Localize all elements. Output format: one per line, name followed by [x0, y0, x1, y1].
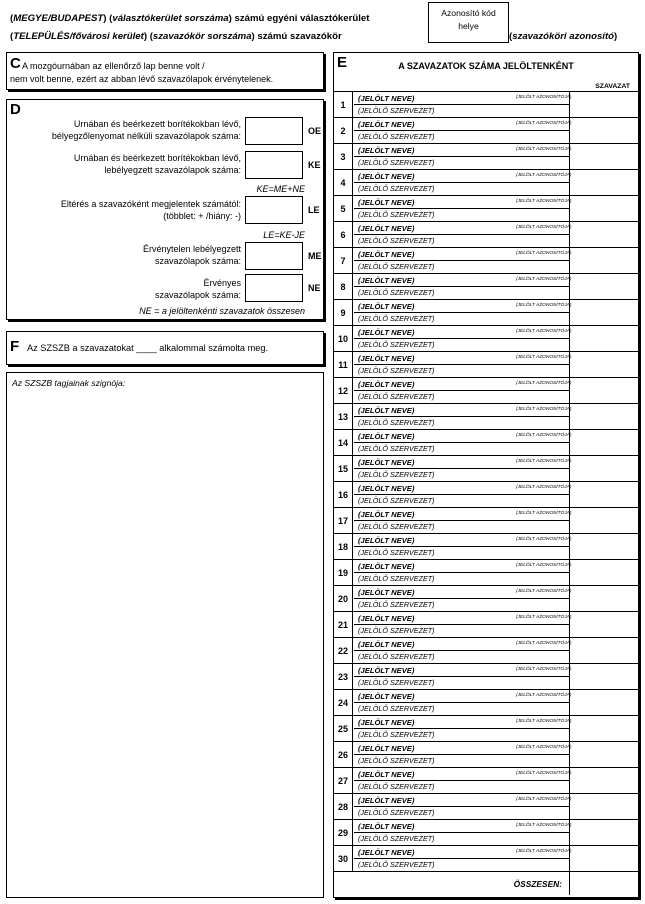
nominating-org[interactable]: (JELÖLŐ SZERVEZET): [358, 626, 435, 635]
row-divider: [354, 780, 570, 781]
candidate-row: [334, 247, 638, 273]
candidate-name[interactable]: (JELÖLT NEVE): [358, 432, 415, 441]
row-number: 24: [334, 690, 353, 715]
row-divider: [354, 286, 570, 287]
me-input-box[interactable]: [245, 242, 303, 270]
vote-count-cell[interactable]: [569, 300, 638, 325]
vote-count-cell[interactable]: [569, 716, 638, 741]
row-divider: [354, 650, 570, 651]
candidate-id: (JELÖLT AZONOSÍTÓJA): [516, 771, 572, 776]
candidate-row: [334, 377, 638, 403]
candidate-id: (JELÖLT AZONOSÍTÓJA): [516, 381, 572, 386]
row-divider: [354, 598, 570, 599]
row-divider: [354, 312, 570, 313]
nominating-org[interactable]: (JELÖLŐ SZERVEZET): [358, 470, 435, 479]
candidate-name[interactable]: (JELÖLT NEVE): [358, 822, 415, 831]
candidate-name[interactable]: (JELÖLT NEVE): [358, 354, 415, 363]
vote-count-cell[interactable]: [569, 92, 638, 117]
candidate-id: (JELÖLT AZONOSÍTÓJA): [516, 537, 572, 542]
nominating-org[interactable]: (JELÖLŐ SZERVEZET): [358, 392, 435, 401]
candidate-name[interactable]: (JELÖLT NEVE): [358, 718, 415, 727]
ke-label-line-1: Urnában és beérkezett borítékokban lévő,: [73, 153, 241, 163]
candidate-id: (JELÖLT AZONOSÍTÓJA): [516, 303, 572, 308]
header-line-2: (TELEPÜLÉS/fővárosi kerület) (szavazókör sorszáma) számú szavazókör: [10, 31, 342, 42]
row-number: 6: [334, 222, 353, 247]
ke-input-box[interactable]: [245, 151, 303, 179]
formula-le: LE=KE-JE: [263, 230, 305, 240]
candidate-id: (JELÖLT AZONOSÍTÓJA): [516, 849, 572, 854]
candidate-row: [334, 143, 638, 169]
row-number: 15: [334, 456, 353, 481]
candidate-name[interactable]: (JELÖLT NEVE): [358, 536, 415, 545]
candidate-id: (JELÖLT AZONOSÍTÓJA): [516, 615, 572, 620]
candidate-name[interactable]: (JELÖLT NEVE): [358, 172, 415, 181]
candidate-id: (JELÖLT AZONOSÍTÓJA): [516, 95, 572, 100]
row-divider: [354, 702, 570, 703]
oe-label-line-2: bélyegzőlenyomat nélküli szavazólapok száma:: [51, 130, 241, 141]
nominating-org[interactable]: (JELÖLŐ SZERVEZET): [358, 678, 435, 687]
nominating-org[interactable]: (JELÖLŐ SZERVEZET): [358, 860, 435, 869]
row-divider: [354, 260, 570, 261]
vote-count-cell[interactable]: [569, 638, 638, 663]
row-divider: [354, 338, 570, 339]
vote-count-cell[interactable]: [569, 612, 638, 637]
row-divider: [354, 156, 570, 157]
row-divider: [354, 208, 570, 209]
vote-count-cell[interactable]: [569, 508, 638, 533]
nominating-org[interactable]: (JELÖLŐ SZERVEZET): [358, 340, 435, 349]
row-number: 11: [334, 352, 353, 377]
candidate-id: (JELÖLT AZONOSÍTÓJA): [516, 173, 572, 178]
section-f-text: Az SZSZB a szavazatokat ____ alkalommal számolta meg.: [27, 343, 269, 353]
section-c-line-2: nem volt benne, ezért az abban lévő szavazólapok érvénytelenek.: [10, 74, 274, 84]
row-number: 25: [334, 716, 353, 741]
nominating-org[interactable]: (JELÖLŐ SZERVEZET): [358, 106, 435, 115]
candidate-name[interactable]: (JELÖLT NEVE): [358, 744, 415, 753]
section-c-panel: [6, 52, 324, 90]
candidate-row: [334, 299, 638, 325]
ne-label-line-1: Érvényes: [203, 278, 241, 288]
candidate-row: [334, 689, 638, 715]
nominating-org[interactable]: (JELÖLŐ SZERVEZET): [358, 574, 435, 583]
section-d-panel: [6, 99, 324, 320]
le-label-line-2: (többlet: + /hiány: -): [163, 210, 241, 221]
candidate-row: [334, 325, 638, 351]
candidate-name[interactable]: (JELÖLT NEVE): [358, 796, 415, 805]
ne-label: [11, 278, 241, 301]
oe-label-line-1: Urnában és beérkezett borítékokban lévő,: [73, 119, 241, 129]
vote-count-cell[interactable]: [569, 144, 638, 169]
row-divider: [354, 364, 570, 365]
section-e-panel: [333, 52, 639, 898]
row-number: 23: [334, 664, 353, 689]
vote-count-cell[interactable]: [569, 690, 638, 715]
row-number: 10: [334, 326, 353, 351]
row-divider: [354, 572, 570, 573]
candidate-name[interactable]: (JELÖLT NEVE): [358, 120, 415, 129]
candidate-row: [334, 351, 638, 377]
candidate-row: [334, 611, 638, 637]
row-divider: [354, 546, 570, 547]
candidate-id: (JELÖLT AZONOSÍTÓJA): [516, 667, 572, 672]
candidate-name[interactable]: (JELÖLT NEVE): [358, 562, 415, 571]
formula-ne: NE = a jelöltenkénti szavazatok összesen: [139, 306, 305, 316]
nominating-org[interactable]: (JELÖLŐ SZERVEZET): [358, 262, 435, 271]
le-label: [11, 199, 241, 222]
candidate-name[interactable]: (JELÖLT NEVE): [358, 640, 415, 649]
nominating-org[interactable]: (JELÖLŐ SZERVEZET): [358, 236, 435, 245]
row-number: 7: [334, 248, 353, 273]
ke-code: KE: [308, 160, 321, 170]
vote-count-cell[interactable]: [569, 456, 638, 481]
header-line-1: (MEGYE/BUDAPEST) (választókerület sorszáma) számú egyéni választókerület: [10, 13, 370, 24]
candidate-id: (JELÖLT AZONOSÍTÓJA): [516, 641, 572, 646]
header-line-2-suffix: számú szavazókör: [257, 31, 342, 42]
candidate-name[interactable]: (JELÖLT NEVE): [358, 406, 415, 415]
me-label-line-1: Érvénytelen lebélyegzett: [142, 244, 241, 254]
candidate-row: [334, 637, 638, 663]
vote-count-cell[interactable]: [569, 846, 638, 871]
candidate-id: (JELÖLT AZONOSÍTÓJA): [516, 459, 572, 464]
candidate-id: (JELÖLT AZONOSÍTÓJA): [516, 745, 572, 750]
row-number: 27: [334, 768, 353, 793]
row-number: 17: [334, 508, 353, 533]
row-divider: [354, 494, 570, 495]
candidate-name[interactable]: (JELÖLT NEVE): [358, 380, 415, 389]
row-divider: [354, 442, 570, 443]
vote-count-cell[interactable]: [569, 326, 638, 351]
candidate-row: [334, 91, 638, 117]
candidate-row: [334, 767, 638, 793]
vote-count-cell[interactable]: [569, 664, 638, 689]
candidate-row: [334, 559, 638, 585]
candidate-id: (JELÖLT AZONOSÍTÓJA): [516, 277, 572, 282]
candidate-name[interactable]: (JELÖLT NEVE): [358, 198, 415, 207]
me-label-line-2: szavazólapok száma:: [154, 255, 241, 266]
total-row: [334, 871, 638, 895]
row-number: 28: [334, 794, 353, 819]
candidate-row: [334, 585, 638, 611]
formula-ke: KE=ME+NE: [256, 184, 305, 194]
section-c-letter: C: [10, 55, 21, 72]
row-divider: [354, 858, 570, 859]
candidate-row: [334, 533, 638, 559]
vote-column-header: SZAVAZAT: [595, 83, 630, 90]
nominating-org[interactable]: (JELÖLŐ SZERVEZET): [358, 132, 435, 141]
row-number: 30: [334, 846, 353, 871]
candidate-id: (JELÖLT AZONOSÍTÓJA): [516, 407, 572, 412]
candidate-name[interactable]: (JELÖLT NEVE): [358, 146, 415, 155]
row-divider: [354, 754, 570, 755]
ke-label-line-2: lebélyegzett szavazólapok száma:: [104, 164, 241, 175]
section-f-letter: F: [10, 338, 20, 355]
ne-input-box[interactable]: [245, 274, 303, 302]
candidate-row: [334, 117, 638, 143]
district-placeholder: választókerület sorszáma: [112, 13, 229, 24]
row-divider: [354, 104, 570, 105]
nominating-org[interactable]: (JELÖLŐ SZERVEZET): [358, 730, 435, 739]
candidate-id: (JELÖLT AZONOSÍTÓJA): [516, 797, 572, 802]
candidate-name[interactable]: (JELÖLT NEVE): [358, 94, 415, 103]
row-number: 4: [334, 170, 353, 195]
vote-count-cell[interactable]: [569, 430, 638, 455]
section-e-letter: E: [337, 54, 348, 71]
candidate-id: (JELÖLT AZONOSÍTÓJA): [516, 693, 572, 698]
signature-label: Az SZSZB tagjainak szignója:: [12, 378, 126, 388]
vote-count-cell[interactable]: [569, 742, 638, 767]
row-divider: [354, 234, 570, 235]
nominating-org[interactable]: (JELÖLŐ SZERVEZET): [358, 704, 435, 713]
nominating-org[interactable]: (JELÖLŐ SZERVEZET): [358, 548, 435, 557]
row-number: 19: [334, 560, 353, 585]
vote-count-cell[interactable]: [569, 118, 638, 143]
candidate-name[interactable]: (JELÖLT NEVE): [358, 484, 415, 493]
row-divider: [354, 728, 570, 729]
candidate-name[interactable]: (JELÖLT NEVE): [358, 510, 415, 519]
section-e-title: A SZAVAZATOK SZÁMA JELÖLTENKÉNT: [398, 61, 574, 71]
nominating-org[interactable]: (JELÖLŐ SZERVEZET): [358, 444, 435, 453]
candidate-row: [334, 715, 638, 741]
oe-input-box[interactable]: [245, 117, 303, 145]
vote-count-cell[interactable]: [569, 378, 638, 403]
settlement-placeholder: TELEPÜLÉS/fővárosi kerület: [13, 31, 144, 42]
candidate-name[interactable]: (JELÖLT NEVE): [358, 302, 415, 311]
candidate-name[interactable]: (JELÖLT NEVE): [358, 458, 415, 467]
vote-count-cell[interactable]: [569, 170, 638, 195]
candidate-name[interactable]: (JELÖLT NEVE): [358, 692, 415, 701]
id-box-line-1: Azonosító kód: [441, 8, 496, 18]
vote-count-cell[interactable]: [569, 560, 638, 585]
candidate-row: [334, 507, 638, 533]
candidate-id: (JELÖLT AZONOSÍTÓJA): [516, 225, 572, 230]
row-number: 12: [334, 378, 353, 403]
vote-count-cell[interactable]: [569, 586, 638, 611]
row-divider: [354, 806, 570, 807]
row-number: 29: [334, 820, 353, 845]
nominating-org[interactable]: (JELÖLŐ SZERVEZET): [358, 782, 435, 791]
vote-count-cell[interactable]: [569, 248, 638, 273]
candidate-id: (JELÖLT AZONOSÍTÓJA): [516, 589, 572, 594]
section-c-line-1: A mozgóurnában az ellenőrző lap benne volt /: [22, 61, 205, 71]
vote-count-cell[interactable]: [569, 534, 638, 559]
candidate-name[interactable]: (JELÖLT NEVE): [358, 250, 415, 259]
row-number: 18: [334, 534, 353, 559]
row-number: 8: [334, 274, 353, 299]
row-number: 14: [334, 430, 353, 455]
row-number: 22: [334, 638, 353, 663]
section-d-letter: D: [10, 101, 21, 118]
candidate-id: (JELÖLT AZONOSÍTÓJA): [516, 511, 572, 516]
nominating-org[interactable]: (JELÖLŐ SZERVEZET): [358, 418, 435, 427]
candidate-name[interactable]: (JELÖLT NEVE): [358, 848, 415, 857]
ne-code: NE: [308, 283, 321, 293]
vote-count-cell[interactable]: [569, 222, 638, 247]
vote-count-cell[interactable]: [569, 196, 638, 221]
nominating-org[interactable]: (JELÖLŐ SZERVEZET): [358, 366, 435, 375]
candidate-id: (JELÖLT AZONOSÍTÓJA): [516, 147, 572, 152]
me-label: [11, 244, 241, 267]
page-mark: 8: [638, 896, 641, 901]
candidate-id: (JELÖLT AZONOSÍTÓJA): [516, 251, 572, 256]
candidate-row: [334, 741, 638, 767]
row-number: 1: [334, 92, 353, 117]
row-divider: [354, 832, 570, 833]
candidate-id: (JELÖLT AZONOSÍTÓJA): [516, 329, 572, 334]
ward-placeholder: szavazókör sorszáma: [152, 31, 252, 42]
candidate-name[interactable]: (JELÖLT NEVE): [358, 276, 415, 285]
nominating-org[interactable]: (JELÖLŐ SZERVEZET): [358, 600, 435, 609]
nominating-org[interactable]: (JELÖLŐ SZERVEZET): [358, 652, 435, 661]
candidate-row: [334, 845, 638, 871]
row-number: 26: [334, 742, 353, 767]
id-code-box: [428, 2, 509, 43]
candidate-row: [334, 481, 638, 507]
candidate-name[interactable]: (JELÖLT NEVE): [358, 666, 415, 675]
row-number: 3: [334, 144, 353, 169]
candidate-row: [334, 221, 638, 247]
nominating-org[interactable]: (JELÖLŐ SZERVEZET): [358, 210, 435, 219]
vote-count-cell[interactable]: [569, 820, 638, 845]
nominating-org[interactable]: (JELÖLŐ SZERVEZET): [358, 496, 435, 505]
row-number: 21: [334, 612, 353, 637]
candidate-name[interactable]: (JELÖLT NEVE): [358, 328, 415, 337]
nominating-org[interactable]: (JELÖLŐ SZERVEZET): [358, 158, 435, 167]
vote-count-cell[interactable]: [569, 352, 638, 377]
row-number: 2: [334, 118, 353, 143]
candidate-row: [334, 169, 638, 195]
signature-area[interactable]: [6, 372, 324, 898]
candidate-row: [334, 455, 638, 481]
row-divider: [354, 624, 570, 625]
nominating-org[interactable]: (JELÖLŐ SZERVEZET): [358, 808, 435, 817]
candidate-table: [334, 91, 638, 897]
row-divider: [354, 182, 570, 183]
vote-count-cell[interactable]: [569, 768, 638, 793]
row-divider: [354, 416, 570, 417]
row-divider: [354, 520, 570, 521]
candidate-row: [334, 403, 638, 429]
ward-id-placeholder: szavazóköri azonosító: [512, 31, 615, 42]
candidate-id: (JELÖLT AZONOSÍTÓJA): [516, 485, 572, 490]
nominating-org[interactable]: (JELÖLŐ SZERVEZET): [358, 288, 435, 297]
id-box-line-2: helye: [458, 21, 479, 31]
candidate-row: [334, 793, 638, 819]
oe-label: [11, 119, 241, 142]
row-divider: [354, 390, 570, 391]
nominating-org[interactable]: (JELÖLŐ SZERVEZET): [358, 834, 435, 843]
candidate-name[interactable]: (JELÖLT NEVE): [358, 224, 415, 233]
candidate-row: [334, 273, 638, 299]
nominating-org[interactable]: (JELÖLŐ SZERVEZET): [358, 314, 435, 323]
vote-count-cell[interactable]: [569, 794, 638, 819]
header-line-1-suffix: számú egyéni választókerület: [234, 13, 370, 24]
candidate-id: (JELÖLT AZONOSÍTÓJA): [516, 121, 572, 126]
candidate-id: (JELÖLT AZONOSÍTÓJA): [516, 719, 572, 724]
row-number: 5: [334, 196, 353, 221]
candidate-id: (JELÖLT AZONOSÍTÓJA): [516, 823, 572, 828]
nominating-org[interactable]: (JELÖLŐ SZERVEZET): [358, 184, 435, 193]
le-input-box[interactable]: [245, 196, 303, 224]
nominating-org[interactable]: (JELÖLŐ SZERVEZET): [358, 522, 435, 531]
row-divider: [354, 676, 570, 677]
ward-id-label: (szavazóköri azonosító): [509, 31, 618, 42]
candidate-row: [334, 195, 638, 221]
candidate-id: (JELÖLT AZONOSÍTÓJA): [516, 563, 572, 568]
candidate-row: [334, 429, 638, 455]
section-f-panel: [6, 331, 324, 365]
ne-label-line-2: szavazólapok száma:: [154, 289, 241, 300]
me-code: ME: [308, 251, 322, 261]
row-number: 20: [334, 586, 353, 611]
vote-count-cell[interactable]: [569, 274, 638, 299]
total-vote-cell[interactable]: [569, 872, 638, 895]
candidate-name[interactable]: (JELÖLT NEVE): [358, 770, 415, 779]
vote-count-cell[interactable]: [569, 404, 638, 429]
row-divider: [354, 468, 570, 469]
candidate-id: (JELÖLT AZONOSÍTÓJA): [516, 433, 572, 438]
row-number: 13: [334, 404, 353, 429]
le-label-line-1: Eltérés a szavazóként megjelentek számától:: [60, 199, 241, 209]
candidate-row: [334, 819, 638, 845]
candidate-row: [334, 663, 638, 689]
nominating-org[interactable]: (JELÖLŐ SZERVEZET): [358, 756, 435, 765]
county-placeholder: MEGYE/BUDAPEST: [13, 13, 104, 24]
total-label: ÖSSZESEN:: [513, 879, 562, 889]
candidate-name[interactable]: (JELÖLT NEVE): [358, 614, 415, 623]
row-number: 9: [334, 300, 353, 325]
row-number: 16: [334, 482, 353, 507]
le-code: LE: [308, 205, 320, 215]
candidate-id: (JELÖLT AZONOSÍTÓJA): [516, 199, 572, 204]
candidate-id: (JELÖLT AZONOSÍTÓJA): [516, 355, 572, 360]
ke-label: [11, 153, 241, 176]
oe-code: OE: [308, 126, 322, 136]
row-divider: [354, 130, 570, 131]
candidate-name[interactable]: (JELÖLT NEVE): [358, 588, 415, 597]
vote-count-cell[interactable]: [569, 482, 638, 507]
